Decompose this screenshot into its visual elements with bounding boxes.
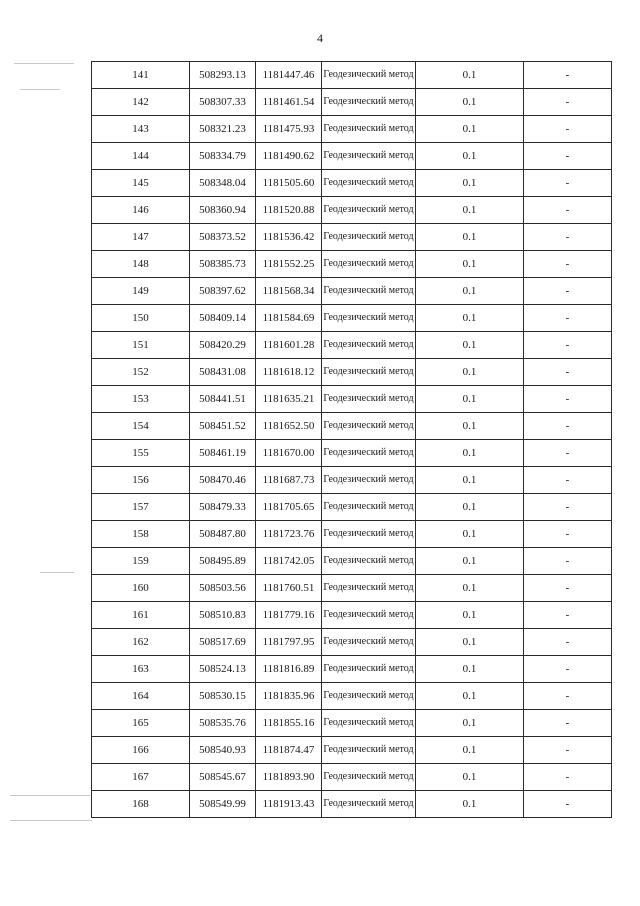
- accuracy-cell: 0.1: [416, 521, 524, 548]
- accuracy-cell: 0.1: [416, 359, 524, 386]
- method-cell: Геодезический метод: [322, 224, 416, 251]
- point-number-cell: 145: [92, 170, 190, 197]
- point-number-cell: 150: [92, 305, 190, 332]
- point-number-cell: 144: [92, 143, 190, 170]
- table-row: [92, 386, 612, 413]
- y-coordinate-cell: 1181618.12: [256, 359, 322, 386]
- accuracy-cell: 0.1: [416, 170, 524, 197]
- method-cell: Геодезический метод: [322, 62, 416, 89]
- coordinates-table: [91, 61, 612, 818]
- note-cell: -: [524, 521, 612, 548]
- point-number-cell: 153: [92, 386, 190, 413]
- x-coordinate-cell: 508373.52: [190, 224, 256, 251]
- x-coordinate-cell: 508479.33: [190, 494, 256, 521]
- note-cell: -: [524, 602, 612, 629]
- accuracy-cell: 0.1: [416, 116, 524, 143]
- table-row: [92, 116, 612, 143]
- y-coordinate-cell: 1181670.00: [256, 440, 322, 467]
- point-number-cell: 156: [92, 467, 190, 494]
- accuracy-cell: 0.1: [416, 89, 524, 116]
- x-coordinate-cell: 508321.23: [190, 116, 256, 143]
- note-cell: -: [524, 737, 612, 764]
- note-cell: -: [524, 548, 612, 575]
- y-coordinate-cell: 1181742.05: [256, 548, 322, 575]
- method-cell: Геодезический метод: [322, 683, 416, 710]
- table-row: [92, 764, 612, 791]
- y-coordinate-cell: 1181723.76: [256, 521, 322, 548]
- y-coordinate-cell: 1181490.62: [256, 143, 322, 170]
- table-row: [92, 467, 612, 494]
- y-coordinate-cell: 1181584.69: [256, 305, 322, 332]
- table-row: [92, 710, 612, 737]
- x-coordinate-cell: 508517.69: [190, 629, 256, 656]
- method-cell: Геодезический метод: [322, 359, 416, 386]
- point-number-cell: 141: [92, 62, 190, 89]
- accuracy-cell: 0.1: [416, 305, 524, 332]
- x-coordinate-cell: 508524.13: [190, 656, 256, 683]
- note-cell: -: [524, 251, 612, 278]
- page-number: 4: [317, 31, 323, 45]
- note-cell: -: [524, 116, 612, 143]
- point-number-cell: 168: [92, 791, 190, 818]
- table-row: [92, 440, 612, 467]
- point-number-cell: 162: [92, 629, 190, 656]
- table-row: [92, 575, 612, 602]
- y-coordinate-cell: 1181520.88: [256, 197, 322, 224]
- y-coordinate-cell: 1181505.60: [256, 170, 322, 197]
- accuracy-cell: 0.1: [416, 440, 524, 467]
- note-cell: -: [524, 89, 612, 116]
- table-row: [92, 737, 612, 764]
- x-coordinate-cell: 508397.62: [190, 278, 256, 305]
- accuracy-cell: 0.1: [416, 251, 524, 278]
- accuracy-cell: 0.1: [416, 467, 524, 494]
- note-cell: -: [524, 710, 612, 737]
- x-coordinate-cell: 508530.15: [190, 683, 256, 710]
- x-coordinate-cell: 508385.73: [190, 251, 256, 278]
- x-coordinate-cell: 508348.04: [190, 170, 256, 197]
- x-coordinate-cell: 508535.76: [190, 710, 256, 737]
- point-number-cell: 161: [92, 602, 190, 629]
- method-cell: Геодезический метод: [322, 791, 416, 818]
- method-cell: Геодезический метод: [322, 575, 416, 602]
- table-row: [92, 548, 612, 575]
- accuracy-cell: 0.1: [416, 764, 524, 791]
- x-coordinate-cell: 508487.80: [190, 521, 256, 548]
- accuracy-cell: 0.1: [416, 737, 524, 764]
- point-number-cell: 166: [92, 737, 190, 764]
- point-number-cell: 157: [92, 494, 190, 521]
- x-coordinate-cell: 508503.56: [190, 575, 256, 602]
- method-cell: Геодезический метод: [322, 197, 416, 224]
- point-number-cell: 164: [92, 683, 190, 710]
- accuracy-cell: 0.1: [416, 386, 524, 413]
- point-number-cell: 149: [92, 278, 190, 305]
- margin-mark: [20, 89, 60, 90]
- method-cell: Геодезический метод: [322, 386, 416, 413]
- method-cell: Геодезический метод: [322, 305, 416, 332]
- note-cell: -: [524, 143, 612, 170]
- y-coordinate-cell: 1181835.96: [256, 683, 322, 710]
- note-cell: -: [524, 278, 612, 305]
- method-cell: Геодезический метод: [322, 413, 416, 440]
- margin-mark: [10, 820, 92, 821]
- note-cell: -: [524, 224, 612, 251]
- x-coordinate-cell: 508409.14: [190, 305, 256, 332]
- point-number-cell: 155: [92, 440, 190, 467]
- point-number-cell: 146: [92, 197, 190, 224]
- accuracy-cell: 0.1: [416, 548, 524, 575]
- note-cell: -: [524, 467, 612, 494]
- y-coordinate-cell: 1181601.28: [256, 332, 322, 359]
- table-row: [92, 413, 612, 440]
- table-row: [92, 791, 612, 818]
- coordinates-table-body: [92, 62, 612, 818]
- table-row: [92, 332, 612, 359]
- accuracy-cell: 0.1: [416, 629, 524, 656]
- x-coordinate-cell: 508431.08: [190, 359, 256, 386]
- x-coordinate-cell: 508495.89: [190, 548, 256, 575]
- y-coordinate-cell: 1181568.34: [256, 278, 322, 305]
- accuracy-cell: 0.1: [416, 575, 524, 602]
- method-cell: Геодезический метод: [322, 548, 416, 575]
- note-cell: -: [524, 386, 612, 413]
- y-coordinate-cell: 1181635.21: [256, 386, 322, 413]
- y-coordinate-cell: 1181874.47: [256, 737, 322, 764]
- x-coordinate-cell: 508510.83: [190, 602, 256, 629]
- note-cell: -: [524, 575, 612, 602]
- accuracy-cell: 0.1: [416, 224, 524, 251]
- note-cell: -: [524, 440, 612, 467]
- table-row: [92, 602, 612, 629]
- y-coordinate-cell: 1181461.54: [256, 89, 322, 116]
- table-row: [92, 170, 612, 197]
- point-number-cell: 151: [92, 332, 190, 359]
- table-row: [92, 143, 612, 170]
- accuracy-cell: 0.1: [416, 278, 524, 305]
- table-row: [92, 521, 612, 548]
- point-number-cell: 148: [92, 251, 190, 278]
- table-row: [92, 62, 612, 89]
- note-cell: -: [524, 413, 612, 440]
- note-cell: -: [524, 629, 612, 656]
- method-cell: Геодезический метод: [322, 278, 416, 305]
- point-number-cell: 147: [92, 224, 190, 251]
- table-row: [92, 197, 612, 224]
- y-coordinate-cell: 1181855.16: [256, 710, 322, 737]
- table-row: [92, 278, 612, 305]
- y-coordinate-cell: 1181447.46: [256, 62, 322, 89]
- margin-mark: [14, 63, 74, 64]
- method-cell: Геодезический метод: [322, 656, 416, 683]
- y-coordinate-cell: 1181893.90: [256, 764, 322, 791]
- method-cell: Геодезический метод: [322, 710, 416, 737]
- x-coordinate-cell: 508334.79: [190, 143, 256, 170]
- y-coordinate-cell: 1181779.16: [256, 602, 322, 629]
- accuracy-cell: 0.1: [416, 602, 524, 629]
- x-coordinate-cell: 508549.99: [190, 791, 256, 818]
- table-row: [92, 251, 612, 278]
- point-number-cell: 158: [92, 521, 190, 548]
- accuracy-cell: 0.1: [416, 791, 524, 818]
- x-coordinate-cell: 508441.51: [190, 386, 256, 413]
- note-cell: -: [524, 656, 612, 683]
- y-coordinate-cell: 1181705.65: [256, 494, 322, 521]
- point-number-cell: 159: [92, 548, 190, 575]
- x-coordinate-cell: 508461.19: [190, 440, 256, 467]
- method-cell: Геодезический метод: [322, 332, 416, 359]
- point-number-cell: 160: [92, 575, 190, 602]
- y-coordinate-cell: 1181816.89: [256, 656, 322, 683]
- point-number-cell: 154: [92, 413, 190, 440]
- method-cell: Геодезический метод: [322, 737, 416, 764]
- table-row: [92, 494, 612, 521]
- point-number-cell: 152: [92, 359, 190, 386]
- method-cell: Геодезический метод: [322, 467, 416, 494]
- note-cell: -: [524, 170, 612, 197]
- x-coordinate-cell: 508420.29: [190, 332, 256, 359]
- note-cell: -: [524, 791, 612, 818]
- y-coordinate-cell: 1181475.93: [256, 116, 322, 143]
- accuracy-cell: 0.1: [416, 683, 524, 710]
- table-row: [92, 305, 612, 332]
- method-cell: Геодезический метод: [322, 89, 416, 116]
- margin-mark: [40, 572, 74, 573]
- method-cell: Геодезический метод: [322, 764, 416, 791]
- accuracy-cell: 0.1: [416, 62, 524, 89]
- method-cell: Геодезический метод: [322, 521, 416, 548]
- table-row: [92, 683, 612, 710]
- method-cell: Геодезический метод: [322, 143, 416, 170]
- table-row: [92, 656, 612, 683]
- note-cell: -: [524, 332, 612, 359]
- y-coordinate-cell: 1181652.50: [256, 413, 322, 440]
- point-number-cell: 143: [92, 116, 190, 143]
- x-coordinate-cell: 508545.67: [190, 764, 256, 791]
- table-row: [92, 89, 612, 116]
- method-cell: Геодезический метод: [322, 602, 416, 629]
- note-cell: -: [524, 359, 612, 386]
- point-number-cell: 163: [92, 656, 190, 683]
- point-number-cell: 142: [92, 89, 190, 116]
- accuracy-cell: 0.1: [416, 710, 524, 737]
- y-coordinate-cell: 1181536.42: [256, 224, 322, 251]
- table-row: [92, 224, 612, 251]
- y-coordinate-cell: 1181687.73: [256, 467, 322, 494]
- accuracy-cell: 0.1: [416, 332, 524, 359]
- note-cell: -: [524, 62, 612, 89]
- accuracy-cell: 0.1: [416, 656, 524, 683]
- y-coordinate-cell: 1181552.25: [256, 251, 322, 278]
- y-coordinate-cell: 1181913.43: [256, 791, 322, 818]
- note-cell: -: [524, 197, 612, 224]
- y-coordinate-cell: 1181760.51: [256, 575, 322, 602]
- point-number-cell: 165: [92, 710, 190, 737]
- accuracy-cell: 0.1: [416, 413, 524, 440]
- y-coordinate-cell: 1181797.95: [256, 629, 322, 656]
- method-cell: Геодезический метод: [322, 494, 416, 521]
- note-cell: -: [524, 764, 612, 791]
- x-coordinate-cell: 508451.52: [190, 413, 256, 440]
- x-coordinate-cell: 508470.46: [190, 467, 256, 494]
- x-coordinate-cell: 508540.93: [190, 737, 256, 764]
- method-cell: Геодезический метод: [322, 116, 416, 143]
- accuracy-cell: 0.1: [416, 197, 524, 224]
- accuracy-cell: 0.1: [416, 143, 524, 170]
- x-coordinate-cell: 508307.33: [190, 89, 256, 116]
- method-cell: Геодезический метод: [322, 170, 416, 197]
- margin-mark: [10, 795, 90, 796]
- method-cell: Геодезический метод: [322, 251, 416, 278]
- x-coordinate-cell: 508360.94: [190, 197, 256, 224]
- x-coordinate-cell: 508293.13: [190, 62, 256, 89]
- method-cell: Геодезический метод: [322, 629, 416, 656]
- note-cell: -: [524, 305, 612, 332]
- point-number-cell: 167: [92, 764, 190, 791]
- note-cell: -: [524, 494, 612, 521]
- note-cell: -: [524, 683, 612, 710]
- table-row: [92, 359, 612, 386]
- table-row: [92, 629, 612, 656]
- method-cell: Геодезический метод: [322, 440, 416, 467]
- accuracy-cell: 0.1: [416, 494, 524, 521]
